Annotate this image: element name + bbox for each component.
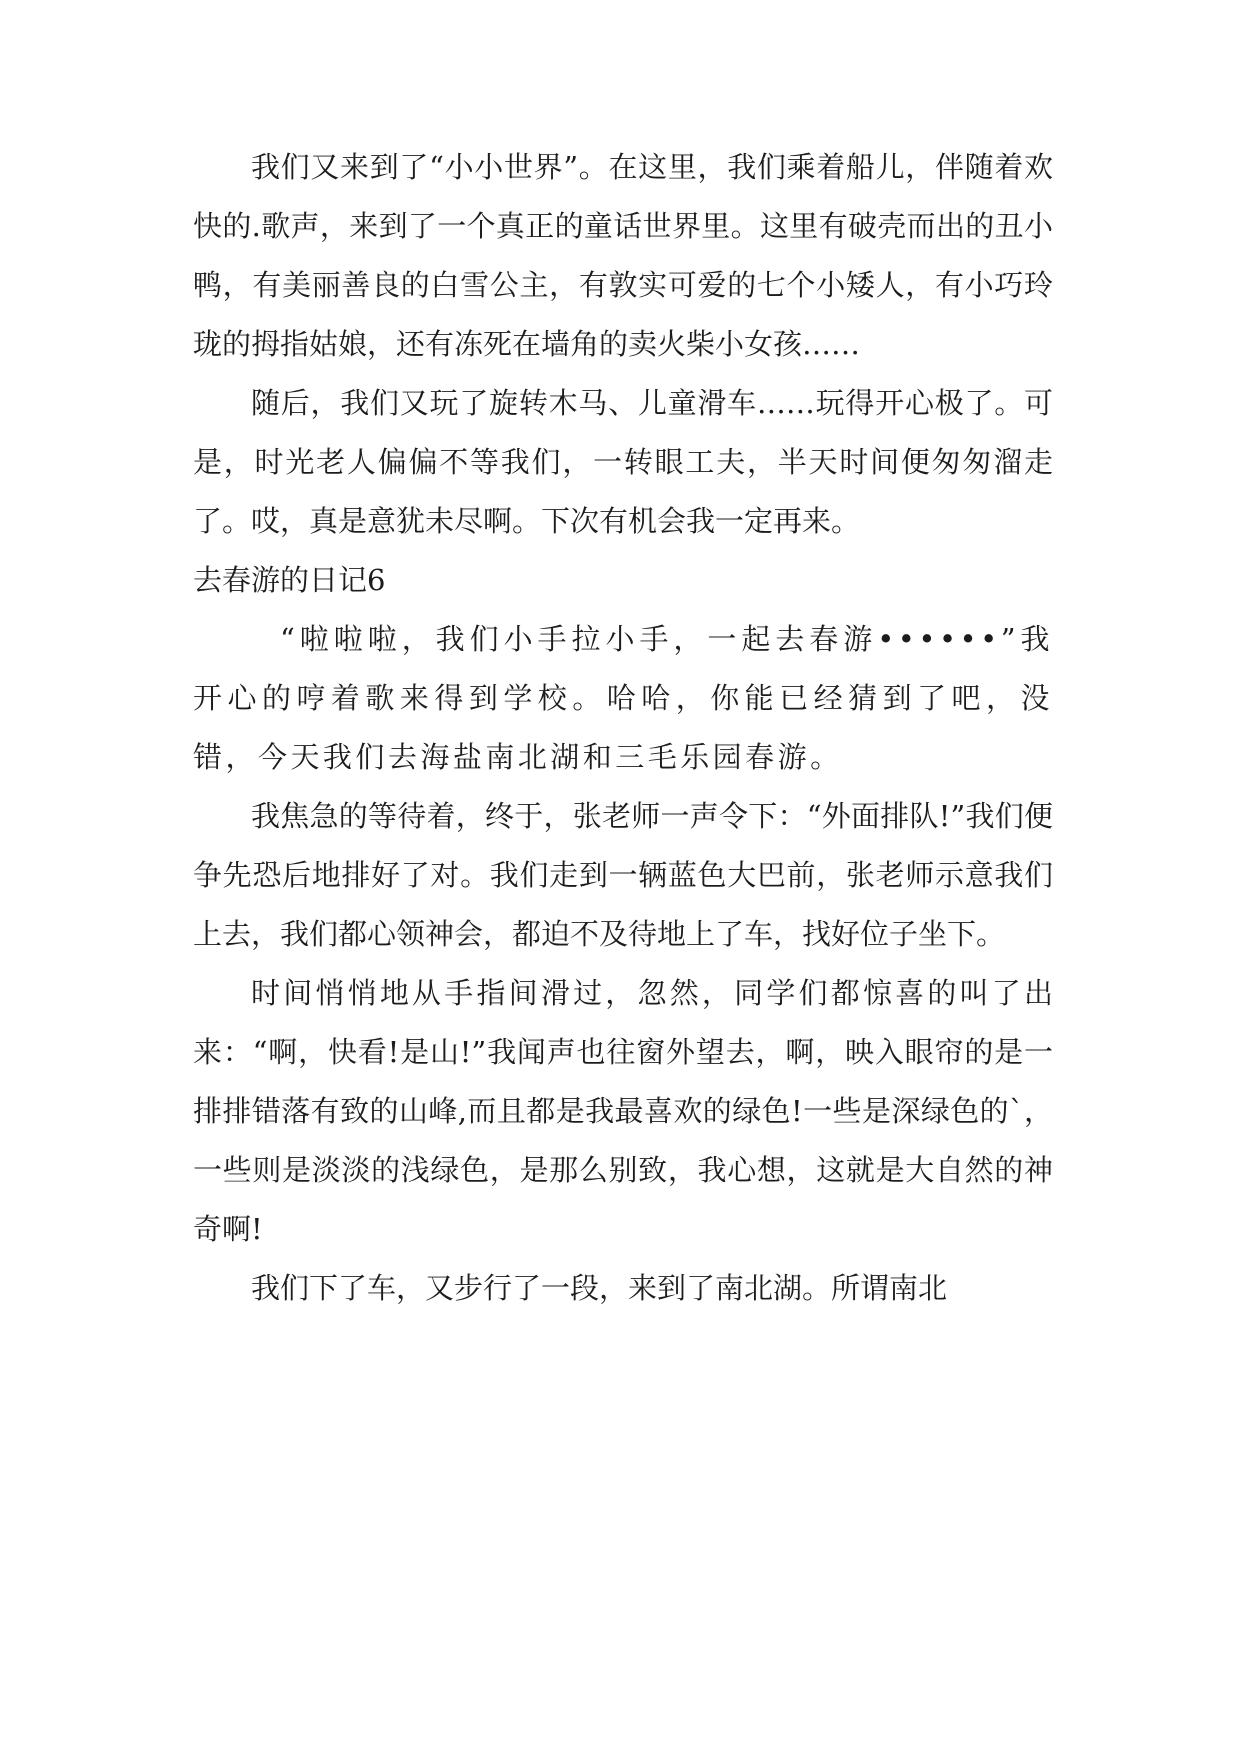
body-text [193, 138, 1053, 1318]
paragraph-song: “啦啦啦，我们小手拉小手，一起去春游••••••”我开心的哼着歌来得到学校。哈哈，你能已经猜到了吧，没错，今天我们去海盐南北湖和三毛乐园春游。 [193, 622, 1053, 774]
paragraph-mountains: 时间悄悄地从手指间滑过，忽然，同学们都惊喜的叫了出来：“啊，快看!是山!”我闻声也往窗外望去，啊，映入眼帘的是一排排错落有致的山峰,而且都是我最喜欢的绿色!一些是深绿色的`，一些则是淡淡的浅绿色，是那么别致，我心想，这就是大自然的神奇啊! [193, 976, 1053, 1246]
paragraph-waiting: 我焦急的等待着，终于，张老师一声令下：“外面排队!”我们便争先恐后地排好了对。我们走到一辆蓝色大巴前，张老师示意我们上去，我们都心领神会，都迫不及待地上了车，找好位子坐下。 [193, 799, 1053, 951]
paragraph-lake: 我们下了车，又步行了一段，来到了南北湖。所谓南北 [251, 1271, 948, 1305]
paragraph-merry-go-round: 随后，我们又玩了旋转木马、儿童滑车……玩得开心极了。可是，时光老人偏偏不等我们，一转眼工夫，半天时间便匆匆溜走了。哎，真是意犹未尽啊。下次有机会我一定再来。 [193, 386, 1053, 538]
section-heading: 去春游的日记6 [193, 563, 386, 597]
paragraph-small-world: 我们又来到了“小小世界”。在这里，我们乘着船儿，伴随着欢快的.歌声，来到了一个真正的童话世界里。这里有破壳而出的丑小鸭，有美丽善良的白雪公主，有敦实可爱的七个小矮人，有小巧玲珑的拇指姑娘，还有冻死在墙角的卖火柴小女孩…… [193, 150, 1053, 361]
